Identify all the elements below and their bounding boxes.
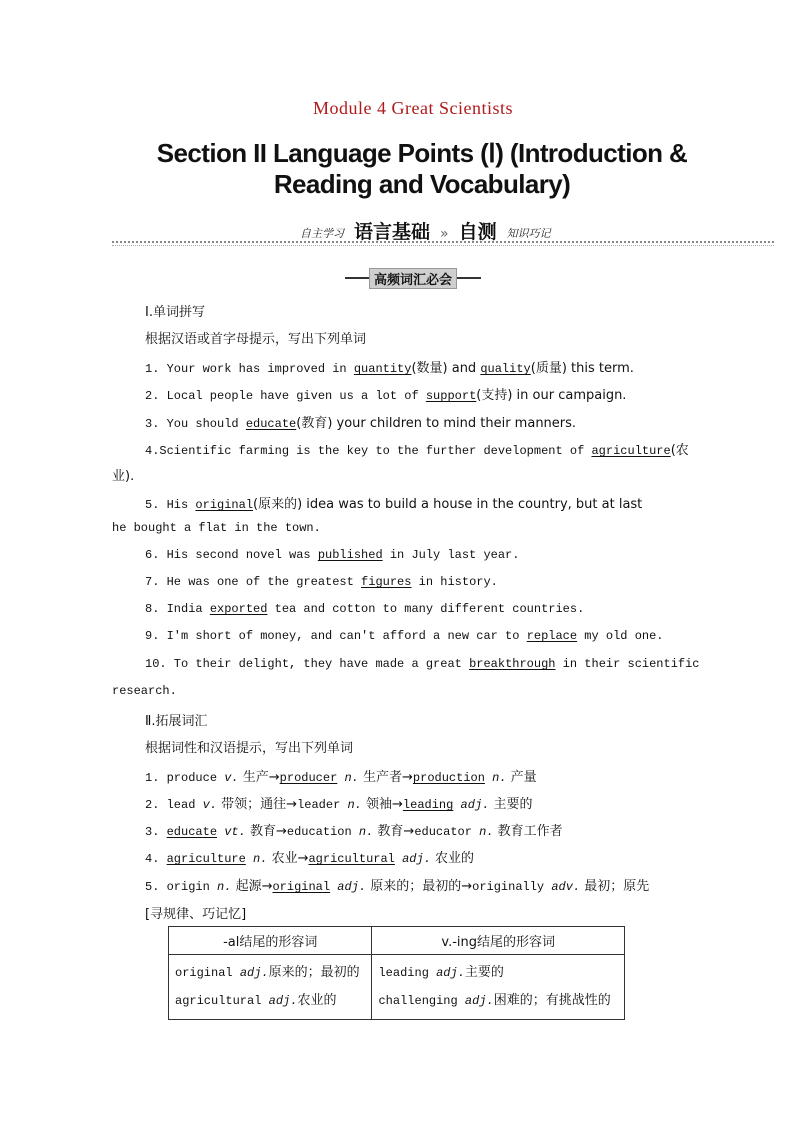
answer-word: producer: [279, 771, 338, 785]
answer-word: figures: [361, 575, 412, 589]
answer-word: quality: [480, 362, 531, 376]
list-item: 5. origin n. 起源→original adj. 原来的；最初的→originally adv. 最初；原先: [145, 879, 650, 894]
answer-word: original: [195, 498, 254, 512]
answer-word: educate: [166, 825, 218, 839]
table-cell: [169, 955, 372, 1020]
part2-instruction: 根据词性和汉语提示，写出下列单词: [145, 741, 354, 756]
banner-left-label: 自主学习: [300, 228, 344, 240]
answer-word: production: [412, 771, 485, 785]
table-cell-line: leading adj.主要的: [378, 965, 504, 980]
answer-word: breakthrough: [469, 657, 556, 671]
table-header: -al结尾的形容词: [169, 927, 372, 955]
table-cell-line: challenging adj.困难的；有挑战性的: [378, 993, 611, 1008]
answer-word: agriculture: [591, 444, 671, 458]
answer-word: published: [317, 548, 383, 562]
list-item-continuation: 业).: [112, 469, 135, 484]
answer-word: agricultural: [308, 852, 395, 866]
divider: [112, 241, 774, 243]
answer-word: quantity: [353, 362, 412, 376]
answer-word: exported: [209, 602, 268, 616]
section-title-line1: Section II Language Points (Ⅰ) (Introduction &: [156, 138, 688, 168]
banner-right-label: 知识巧记: [506, 228, 551, 240]
list-item: 7. He was one of the greatest figures in history.: [145, 575, 498, 589]
subheading: 高频词汇必会: [369, 268, 457, 289]
list-item: 2. Local people have given us a lot of support(支持) in our campaign.: [145, 388, 627, 403]
section-title-line2: Reading and Vocabulary): [273, 169, 571, 199]
divider: [112, 245, 774, 246]
part1-instruction: 根据汉语或首字母提示，写出下列单词: [145, 332, 367, 347]
list-item: 2. lead v. 带领；通往→leader n. 领袖→leading adj. 主要的: [145, 797, 533, 812]
list-item: 9. I'm short of money, and can't afford a new car to replace my old one.: [145, 629, 664, 643]
list-item: 6. His second novel was published in July last year.: [145, 548, 520, 562]
rule-table: [168, 926, 625, 1020]
table-header: v.-ing结尾的形容词: [372, 927, 625, 955]
subheading-box: [345, 268, 481, 288]
list-item: 3. educate vt. 教育→education n. 教育→educator n. 教育工作者: [145, 824, 563, 839]
list-item: 1. produce v. 生产→producer n. 生产者→production n. 产量: [145, 770, 537, 785]
list-item: 5. His original(原来的) idea was to build a house in the country, but at last: [145, 497, 643, 512]
list-item: 4. agriculture n. 农业→agricultural adj. 农业的: [145, 851, 475, 866]
answer-word: support: [425, 389, 477, 403]
table-row: [169, 955, 625, 1020]
module-title: Module 4 Great Scientists: [313, 98, 513, 118]
answer-word: replace: [526, 629, 578, 643]
chevron-right-icon: »: [440, 226, 449, 242]
answer-word: leading: [402, 798, 454, 812]
list-item-continuation: he bought a flat in the town.: [112, 521, 321, 535]
banner-main-left: 语言基础: [354, 221, 431, 243]
memory-tip: [寻规律、巧记忆]: [145, 907, 247, 922]
table-cell-line: agricultural adj.农业的: [175, 993, 337, 1008]
answer-word: original: [272, 880, 331, 894]
table-header-row: [169, 927, 625, 955]
list-item: 4.Scientific farming is the key to the further development of agriculture(农: [145, 443, 689, 458]
section-title: [0, 138, 794, 200]
table-cell: [372, 955, 625, 1020]
part1-heading: Ⅰ.单词拼写: [145, 305, 205, 320]
answer-word: agriculture: [166, 852, 246, 866]
banner-main-right: 自测: [458, 221, 497, 243]
part2-heading: Ⅱ.拓展词汇: [145, 714, 208, 729]
list-item: 3. You should educate(教育) your children to mind their manners.: [145, 416, 577, 431]
answer-word: educate: [245, 417, 297, 431]
table-cell-line: original adj.原来的；最初的: [175, 965, 360, 980]
list-item: 8. India exported tea and cotton to many different countries.: [145, 602, 585, 616]
list-item: 10. To their delight, they have made a great breakthrough in their scientific: [145, 657, 700, 671]
list-item: 1. Your work has improved in quantity(数量) and quality(质量) this term.: [145, 361, 634, 376]
list-item-continuation: research.: [112, 684, 177, 698]
